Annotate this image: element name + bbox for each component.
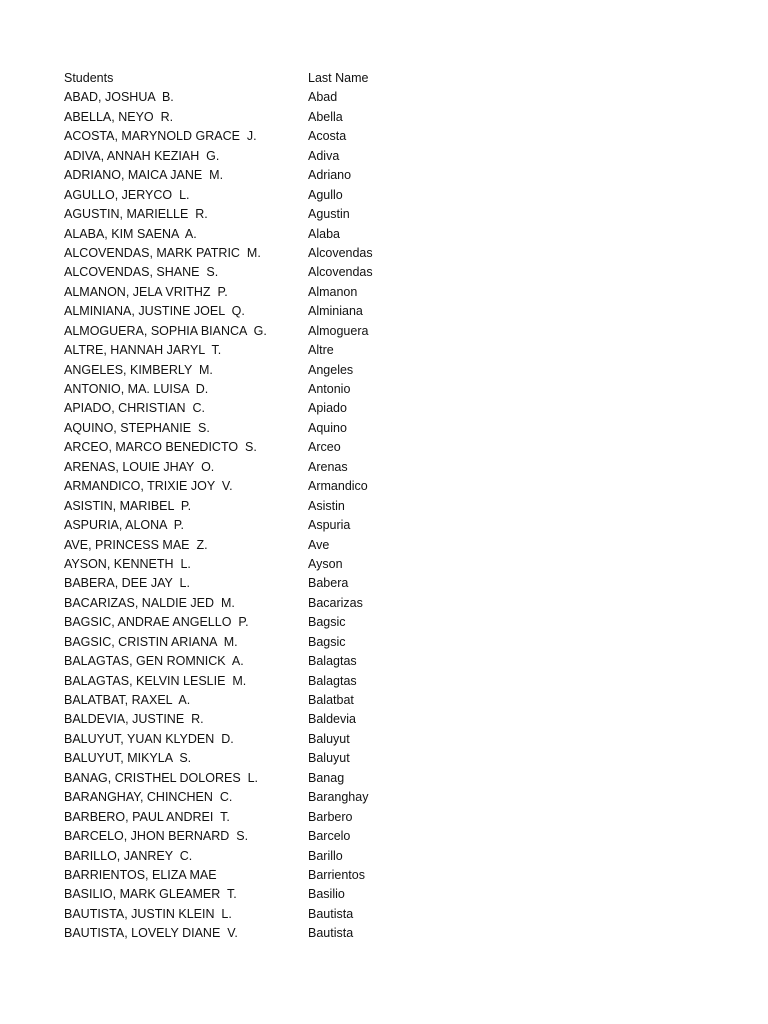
student-full-name: BARRIENTOS, ELIZA MAE [64,867,217,882]
student-full-name: BALAGTAS, GEN ROMNICK A. [64,654,244,669]
student-full-name: BARILLO, JANREY C. [64,848,193,863]
student-full-name: ALTRE, HANNAH JARYL T. [64,343,222,358]
student-last-name: Balagtas [308,654,357,669]
student-row [64,147,704,166]
student-full-name: ASPURIA, ALONA P. [64,518,184,533]
student-row [64,749,704,768]
student-row [64,924,704,943]
student-last-name: Bagsic [308,615,346,630]
student-last-name: Alcovendas [308,245,373,260]
student-full-name: ALCOVENDAS, SHANE S. [64,265,219,280]
students-header: Students [64,71,114,85]
student-last-name: Armandico [308,479,368,494]
student-last-name: Barrientos [308,867,365,882]
student-row [64,866,704,885]
student-last-name: Bautista [308,906,354,921]
student-full-name: BALAGTAS, KELVIN LESLIE M. [64,673,247,688]
student-last-name: Ave [308,537,330,552]
header-row [64,69,704,88]
student-row [64,730,704,749]
student-last-name: Aquino [308,420,347,435]
student-full-name: BARANGHAY, CHINCHEN C. [64,790,233,805]
student-row [64,847,704,866]
student-full-name: ARMANDICO, TRIXIE JOY V. [64,479,233,494]
student-last-name: Banag [308,770,345,785]
student-full-name: ABELLA, NEYO R. [64,109,174,124]
student-last-name: Barillo [308,848,343,863]
student-full-name: BARCELO, JHON BERNARD S. [64,829,249,844]
student-full-name: BABERA, DEE JAY L. [64,576,190,591]
student-full-name: ALMOGUERA, SOPHIA BIANCA G. [64,323,267,338]
student-full-name: BAGSIC, CRISTIN ARIANA M. [64,634,238,649]
student-last-name: Baldevia [308,712,356,727]
student-row [64,672,704,691]
student-full-name: ACOSTA, MARYNOLD GRACE J. [64,129,257,144]
student-full-name: BAUTISTA, JUSTIN KLEIN L. [64,906,232,921]
student-row [64,769,704,788]
student-full-name: ABAD, JOSHUA B. [64,90,174,105]
student-last-name: Baranghay [308,790,369,805]
student-last-name: Bacarizas [308,595,363,610]
student-full-name: BANAG, CRISTHEL DOLORES L. [64,770,259,785]
student-full-name: ADRIANO, MAICA JANE M. [64,168,224,183]
student-full-name: BALUYUT, MIKYLA S. [64,751,192,766]
student-full-name: AYSON, KENNETH L. [64,556,191,571]
student-full-name: BALDEVIA, JUSTINE R. [64,712,204,727]
student-full-name: ALMINIANA, JUSTINE JOEL Q. [64,304,245,319]
student-row [64,205,704,224]
student-row [64,477,704,496]
student-full-name: ALABA, KIM SAENA A. [64,226,197,241]
student-last-name: Adiva [308,148,340,163]
student-full-name: BASILIO, MARK GLEAMER T. [64,887,237,902]
student-row [64,166,704,185]
student-row [64,127,704,146]
student-full-name: ARENAS, LOUIE JHAY O. [64,459,215,474]
student-row [64,516,704,535]
student-full-name: ASISTIN, MARIBEL P. [64,498,192,513]
student-last-name: Altre [308,343,334,358]
student-row [64,458,704,477]
student-last-name: Arceo [308,440,341,455]
student-row [64,361,704,380]
student-row [64,263,704,282]
student-last-name: Almoguera [308,323,369,338]
student-last-name: Balagtas [308,673,357,688]
student-row [64,574,704,593]
student-last-name: Acosta [308,129,347,144]
student-full-name: BARBERO, PAUL ANDREI T. [64,809,230,824]
student-row [64,186,704,205]
student-row [64,419,704,438]
student-row [64,827,704,846]
student-full-name: ADIVA, ANNAH KEZIAH G. [64,148,220,163]
student-last-name: Agullo [308,187,343,202]
student-list-sheet [64,69,704,944]
student-row [64,380,704,399]
student-full-name: AQUINO, STEPHANIE S. [64,420,210,435]
student-last-name: Apiado [308,401,347,416]
student-last-name: Ayson [308,556,343,571]
student-row [64,341,704,360]
student-full-name: ALMANON, JELA VRITHZ P. [64,284,228,299]
student-last-name: Abella [308,109,343,124]
student-row [64,225,704,244]
student-row [64,594,704,613]
student-last-name: Alminiana [308,304,363,319]
student-full-name: BACARIZAS, NALDIE JED M. [64,595,235,610]
student-last-name: Bautista [308,926,354,941]
student-last-name: Barbero [308,809,353,824]
student-full-name: ALCOVENDAS, MARK PATRIC M. [64,245,261,260]
student-full-name: APIADO, CHRISTIAN C. [64,401,205,416]
student-last-name: Adriano [308,168,352,183]
student-last-name: Basilio [308,887,345,902]
student-full-name: ARCEO, MARCO BENEDICTO S. [64,440,257,455]
student-row [64,555,704,574]
student-last-name: Alaba [308,226,340,241]
student-row [64,808,704,827]
student-row [64,788,704,807]
student-row [64,438,704,457]
student-full-name: ANTONIO, MA. LUISA D. [64,382,209,396]
student-full-name: AVE, PRINCESS MAE Z. [64,537,208,552]
student-row [64,905,704,924]
student-full-name: BAGSIC, ANDRAE ANGELLO P. [64,615,249,630]
student-row [64,283,704,302]
student-row [64,108,704,127]
student-row [64,652,704,671]
student-full-name: AGUSTIN, MARIELLE R. [64,207,208,222]
student-row [64,322,704,341]
student-row [64,88,704,107]
student-last-name: Babera [308,576,349,591]
student-last-name: Asistin [308,498,345,513]
student-full-name: BAUTISTA, LOVELY DIANE V. [64,926,238,941]
student-row [64,244,704,263]
student-last-name: Arenas [308,459,348,474]
student-row [64,302,704,321]
student-last-name: Baluyut [308,731,350,746]
student-row [64,399,704,418]
student-full-name: BALATBAT, RAXEL A. [64,693,191,707]
student-last-name: Aspuria [308,518,351,533]
student-row [64,633,704,652]
student-full-name: AGULLO, JERYCO L. [64,187,190,202]
student-last-name: Balatbat [308,693,354,707]
student-last-name: Barcelo [308,829,351,844]
student-last-name: Antonio [308,382,351,396]
student-row [64,613,704,632]
student-last-name: Angeles [308,362,354,377]
student-row [64,691,704,710]
student-last-name: Agustin [308,207,350,222]
student-last-name: Bagsic [308,634,346,649]
student-last-name: Baluyut [308,751,350,766]
student-last-name: Abad [308,90,338,105]
student-full-name: ANGELES, KIMBERLY M. [64,362,213,377]
student-row [64,885,704,904]
student-row [64,497,704,516]
student-rows [64,88,704,943]
last-name-header: Last Name [308,71,369,85]
student-full-name: BALUYUT, YUAN KLYDEN D. [64,731,234,746]
student-row [64,536,704,555]
student-row [64,710,704,729]
student-last-name: Almanon [308,284,358,299]
student-last-name: Alcovendas [308,265,373,280]
